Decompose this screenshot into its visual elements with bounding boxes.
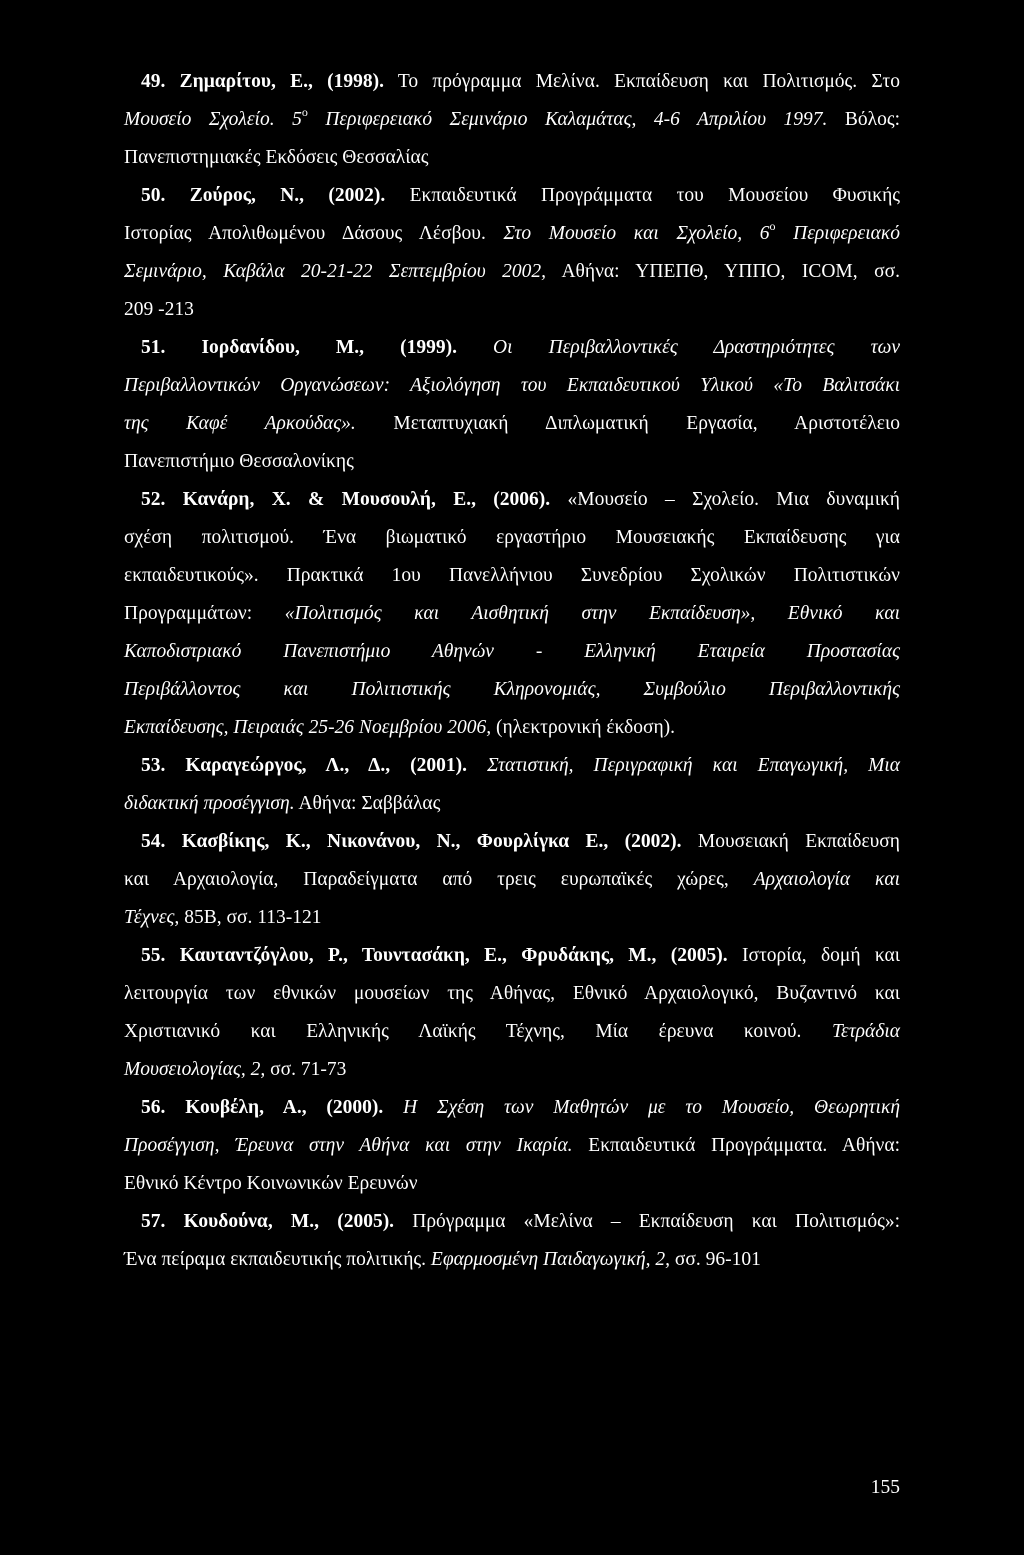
reference-number: 52.: [141, 489, 183, 510]
reference-line: [124, 104, 900, 132]
reference-text: Εκπαιδευτικά Προγράμματα του Μουσείου Φυσικής: [385, 185, 901, 206]
reference-italic-text: Καποδιστριακό Πανεπιστήμιο Αθηνών - Ελληνική Εταιρεία Προστασίας: [124, 641, 900, 662]
reference-text: Πρόγραμμα «Μελίνα – Εκπαίδευση και Πολιτισμός»:: [394, 1211, 901, 1232]
reference-line: [124, 450, 900, 474]
reference-authors: Κανάρη, Χ. & Μουσουλή, Ε., (2006).: [182, 489, 551, 510]
reference-line: [124, 906, 900, 930]
reference-line: [124, 260, 900, 284]
reference-italic-text: Σεμινάριο, Καβάλα 20-21-22 Σεπτεμβρίου 2002,: [124, 261, 547, 282]
reference-line: [124, 184, 900, 208]
reference-text: Αθήνα: ΥΠΕΠΘ, ΥΠΠΟ, ICOM, σσ.: [546, 261, 901, 282]
reference-italic-text: Περιβάλλοντος και Πολιτιστικής Κληρονομιάς, Συμβούλιο Περιβαλλοντικής: [124, 679, 900, 700]
reference-text: Εθνικό Κέντρο Κοινωνικών Ερευνών: [124, 1173, 418, 1194]
reference-line: [124, 218, 900, 246]
reference-number: 49.: [141, 71, 180, 92]
reference-authors: Κουβέλη, Α., (2000).: [185, 1097, 384, 1118]
reference-text: Μεταπτυχιακή Διπλωματική Εργασία, Αριστοτέλειο: [355, 413, 900, 434]
reference-line: [124, 146, 900, 170]
reference-line: [124, 602, 900, 626]
reference-text: Ιστορίας Απολιθωμένου Δάσους Λέσβου.: [124, 223, 504, 244]
reference-line: [124, 640, 900, 664]
reference-line: [124, 1020, 900, 1044]
reference-line: [124, 868, 900, 892]
reference-line: [124, 944, 900, 968]
reference-text: 85Β, σσ. 113-121: [179, 907, 322, 928]
reference-line: [124, 1058, 900, 1082]
reference-line: [124, 412, 900, 436]
reference-italic-text: Τέχνες,: [124, 907, 180, 928]
reference-text: και Αρχαιολογία, Παραδείγματα από τρεις ευρωπαϊκές χώρες,: [124, 869, 754, 890]
reference-line: [124, 754, 900, 778]
reference-line: [124, 1210, 900, 1234]
reference-number: 56.: [141, 1097, 186, 1118]
reference-text: Εκπαιδευτικά Προγράμματα. Αθήνα:: [572, 1135, 900, 1156]
reference-authors: Ζημαρίτου, Ε., (1998).: [179, 71, 384, 92]
reference-italic-text: Στο Μουσείο και Σχολείο, 6: [503, 223, 770, 244]
reference-text: Χριστιανικό και Ελληνικής Λαϊκής Τέχνης, Μία έρευνα κοινού.: [124, 1021, 832, 1042]
reference-text: Ιστορία, δομή και: [727, 945, 900, 966]
reference-italic-text: Οι Περιβαλλοντικές Δραστηριότητες των: [456, 337, 900, 358]
reference-authors: Κουδούνα, Μ., (2005).: [183, 1211, 395, 1232]
reference-line: [124, 488, 900, 512]
reference-number: 53.: [141, 755, 186, 776]
reference-italic-text: Η Σχέση των Μαθητών με το Μουσείο, Θεωρητική: [383, 1097, 900, 1118]
reference-italic-text: Αρχαιολογία και: [753, 869, 900, 890]
reference-line: [124, 792, 900, 816]
reference-text: σχέση πολιτισμού. Ένα βιωματικό εργαστήριο Μουσειακής Εκπαίδευσης για: [124, 527, 900, 548]
reference-text: Πανεπιστημιακές Εκδόσεις Θεσσαλίας: [124, 147, 429, 168]
reference-text: «Μουσείο – Σχολείο. Μια δυναμική: [550, 489, 901, 510]
reference-text: Βόλος:: [827, 109, 900, 130]
page-number: 155: [870, 1477, 900, 1498]
reference-text: Προγραμμάτων:: [124, 603, 285, 624]
reference-line: [124, 1134, 900, 1158]
superscript: ο: [769, 218, 776, 233]
reference-number: 57.: [141, 1211, 184, 1232]
reference-text: εκπαιδευτικούς». Πρακτικά 1ου Πανελλήνιου Συνεδρίου Σχολικών Πολιτιστικών: [124, 565, 900, 586]
reference-line: [124, 70, 900, 94]
reference-text: Πανεπιστήμιο Θεσσαλονίκης: [124, 451, 354, 472]
reference-authors: Καυταντζόγλου, Ρ., Τουντασάκη, Ε., Φρυδάκης, Μ., (2005).: [179, 945, 728, 966]
reference-italic-text: Στατιστική, Περιγραφική και Επαγωγική, Μια: [467, 755, 900, 776]
reference-number: 55.: [141, 945, 180, 966]
reference-italic-text: Εκπαίδευσης, Πειραιάς 25-26 Νοεμβρίου 2006,: [124, 717, 492, 738]
reference-authors: Καραγεώργος, Λ., Δ., (2001).: [185, 755, 468, 776]
reference-authors: Ζούρος, Ν., (2002).: [189, 185, 386, 206]
reference-line: [124, 1172, 900, 1196]
reference-line: [124, 374, 900, 398]
reference-line: [124, 830, 900, 854]
reference-line: [124, 982, 900, 1006]
reference-italic-text: Εφαρμοσμένη Παιδαγωγική, 2,: [430, 1249, 671, 1270]
reference-number: 54.: [141, 831, 182, 852]
reference-text: 209 -213: [124, 299, 194, 320]
reference-italic-text: Περιφερειακό Σεμινάριο Καλαμάτας, 4-6 Απριλίου 1997.: [307, 109, 828, 130]
reference-line: [124, 336, 900, 360]
reference-italic-text: «Πολιτισμός και Αισθητική στην Εκπαίδευση», Εθνικό και: [284, 603, 900, 624]
reference-italic-text: Περιβαλλοντικών Οργανώσεων: Αξιολόγηση του Εκπαιδευτικού Υλικού «Το Βαλιτσάκι: [124, 375, 900, 396]
reference-text: σσ. 71-73: [265, 1059, 347, 1080]
reference-authors: Ιορδανίδου, Μ., (1999).: [201, 337, 457, 358]
reference-italic-text: Προσέγγιση, Έρευνα στην Αθήνα και στην Ικαρία.: [124, 1135, 573, 1156]
reference-line: [124, 564, 900, 588]
reference-italic-text: διδακτική προσέγγιση.: [124, 793, 295, 814]
reference-text: Ένα πείραμα εκπαιδευτικής πολιτικής.: [124, 1249, 431, 1270]
reference-number: 50.: [141, 185, 190, 206]
reference-italic-text: Μουσειολογίας, 2,: [124, 1059, 266, 1080]
reference-text: λειτουργία των εθνικών μουσείων της Αθήνας, Εθνικό Αρχαιολογικό, Βυζαντινό και: [124, 983, 900, 1004]
reference-text: (ηλεκτρονική έκδοση).: [491, 717, 676, 738]
reference-text: σσ. 96-101: [670, 1249, 761, 1270]
reference-line: [124, 1248, 900, 1272]
reference-italic-text: Μουσείο Σχολείο. 5: [124, 109, 302, 130]
reference-italic-text: Τετράδια: [831, 1021, 900, 1042]
reference-italic-text: της Καφέ Αρκούδας».: [124, 413, 356, 434]
reference-text: Το πρόγραμμα Μελίνα. Εκπαίδευση και Πολιτισμός. Στο: [383, 71, 900, 92]
reference-text: Μουσειακή Εκπαίδευση: [681, 831, 900, 852]
superscript: ο: [301, 104, 308, 119]
reference-italic-text: Περιφερειακό: [775, 223, 900, 244]
reference-text: Αθήνα: Σαββάλας: [294, 793, 441, 814]
reference-line: [124, 1096, 900, 1120]
reference-line: [124, 716, 900, 740]
reference-line: [124, 526, 900, 550]
reference-number: 51.: [141, 337, 202, 358]
reference-authors: Κασβίκης, Κ., Νικονάνου, Ν., Φουρλίγκα Ε., (2002).: [181, 831, 682, 852]
reference-line: [124, 678, 900, 702]
reference-line: [124, 298, 900, 322]
